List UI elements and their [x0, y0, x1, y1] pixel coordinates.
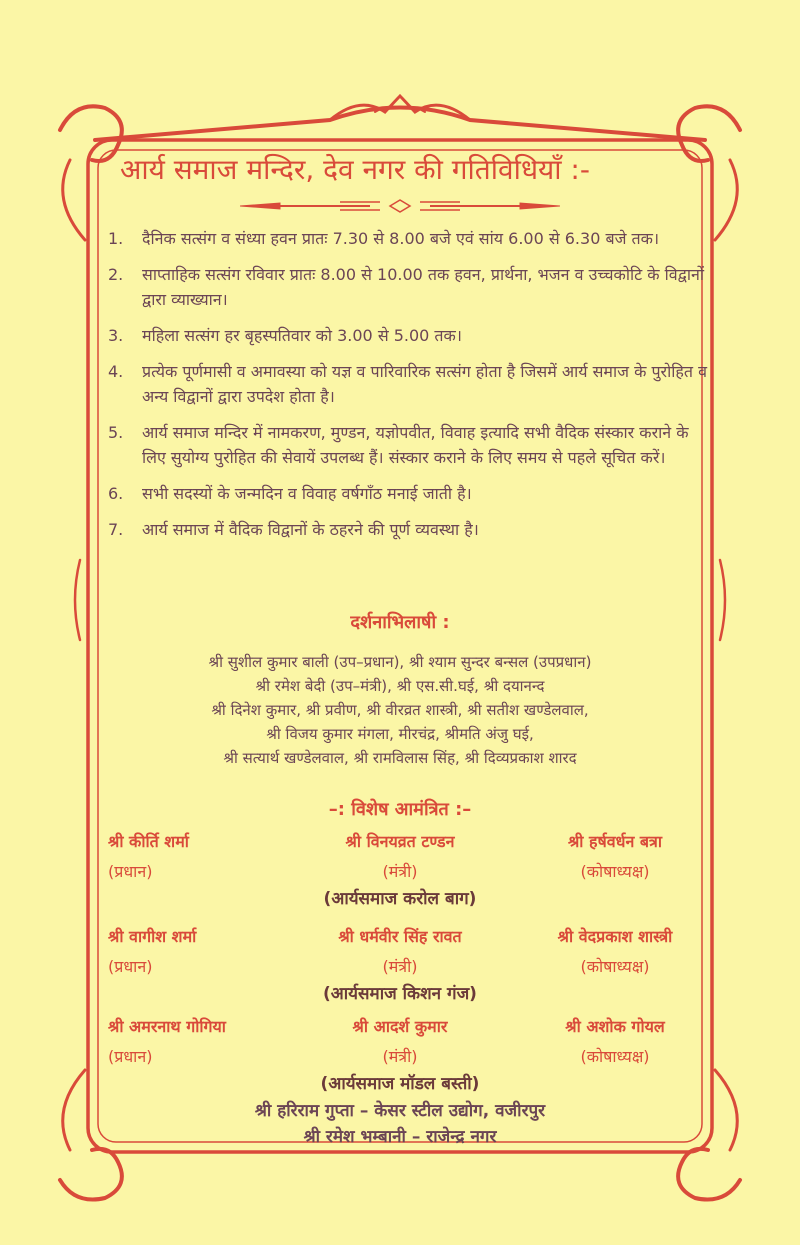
activity-list — [108, 226, 708, 553]
group-samaj-label: (आर्यसमाज मॉडल बस्ती) — [320, 1074, 480, 1094]
president-post: (प्रधान) — [108, 957, 153, 976]
minister-name: श्री विनयव्रत टण्डन — [345, 832, 455, 851]
member-line: श्री सुशील कुमार बाली (उप–प्रधान), श्री श्याम सुन्दर बन्सल (उपप्रधान) — [208, 653, 592, 671]
president-post: (प्रधान) — [108, 1047, 153, 1066]
activity-text: आर्य समाज में वैदिक विद्वानों के ठहरने की पूर्ण व्यवस्था है। — [142, 520, 479, 539]
minister-cell — [290, 830, 510, 882]
minister-cell — [290, 1015, 510, 1067]
president-name: श्री कीर्ति शर्मा — [108, 832, 189, 851]
activity-item — [108, 481, 708, 506]
footer-line: श्री रमेश भम्बानी – राजेन्द्र नगर — [303, 1127, 497, 1147]
president-cell — [108, 1015, 288, 1067]
activity-text: आर्य समाज मन्दिर में नामकरण, मुण्डन, यज्ञोपवीत, विवाह इत्यादि सभी वैदिक संस्कार कराने के लिए सुयोग्य पुरोहित की सेवायें उपलब्ध हैं। संस्कार कराने के लिए समय से पहले सूचित करें। — [142, 423, 689, 467]
minister-post: (मंत्री) — [382, 957, 418, 976]
activity-item — [108, 517, 708, 542]
president-post: (प्रधान) — [108, 862, 153, 881]
member-line: श्री विजय कुमार मंगला, मीरचंद्र, श्रीमति अंजु घई, — [266, 725, 534, 743]
president-name: श्री अमरनाथ गोगिया — [108, 1017, 226, 1036]
treasurer-name: श्री हर्षवर्धन बत्रा — [567, 832, 663, 851]
activity-item — [108, 226, 708, 251]
activity-item — [108, 359, 708, 409]
members-list — [90, 650, 710, 770]
darshanabhilashi-heading: दर्शनाभिलाषी : — [350, 612, 450, 633]
activity-number: 4. — [108, 362, 124, 381]
treasurer-cell — [520, 925, 710, 977]
activity-item — [108, 262, 708, 312]
minister-name: श्री धर्मवीर सिंह रावत — [338, 927, 462, 946]
treasurer-cell — [520, 1015, 710, 1067]
special-invitees-heading: –: विशेष आमंत्रित :– — [328, 799, 472, 820]
activity-text: सभी सदस्यों के जन्मदिन व विवाह वर्षगाँठ मनाई जाती है। — [142, 484, 472, 503]
minister-name: श्री आदर्श कुमार — [352, 1017, 448, 1036]
treasurer-post: (कोषाध्यक्ष) — [580, 1047, 650, 1066]
president-cell — [108, 830, 288, 882]
treasurer-name: श्री वेदप्रकाश शास्त्री — [557, 927, 673, 946]
activity-item — [108, 420, 708, 470]
activity-number: 6. — [108, 484, 124, 503]
activity-text: प्रत्येक पूर्णमासी व अमावस्या को यज्ञ व पारिवारिक सत्संग होता है जिसमें आर्य समाज के पुरोहित व अन्य विद्वानों द्वारा उपदेश होता है। — [142, 362, 707, 406]
minister-post: (मंत्री) — [382, 862, 418, 881]
title-divider-ornament — [240, 198, 560, 214]
activity-number: 3. — [108, 326, 124, 345]
treasurer-post: (कोषाध्यक्ष) — [580, 862, 650, 881]
group-samaj-label: (आर्यसमाज किशन गंज) — [323, 984, 477, 1004]
footer-invitees — [0, 1098, 800, 1150]
treasurer-name: श्री अशोक गोयल — [565, 1017, 665, 1036]
president-name: श्री वागीश शर्मा — [108, 927, 197, 946]
activity-text: महिला सत्संग हर बृहस्पतिवार को 3.00 से 5.00 तक। — [142, 326, 462, 345]
activity-number: 2. — [108, 265, 124, 284]
treasurer-cell — [520, 830, 710, 882]
activity-number: 7. — [108, 520, 124, 539]
treasurer-post: (कोषाध्यक्ष) — [580, 957, 650, 976]
page-title: आर्य समाज मन्दिर, देव नगर की गतिविधियाँ :- — [120, 153, 590, 186]
group-samaj-label: (आर्यसमाज करोल बाग) — [323, 889, 477, 909]
member-line: श्री सत्यार्थ खण्डेलवाल, श्री रामविलास सिंह, श्री दिव्यप्रकाश शारद — [223, 749, 577, 767]
member-line: श्री दिनेश कुमार, श्री प्रवीण, श्री वीरव्रत शास्त्री, श्री सतीश खण्डेलवाल, — [211, 701, 589, 719]
activity-number: 5. — [108, 423, 124, 442]
footer-line: श्री हरिराम गुप्ता – केसर स्टील उद्योग, वजीरपुर — [254, 1101, 546, 1121]
activity-text: साप्ताहिक सत्संग रविवार प्रातः 8.00 से 10.00 तक हवन, प्रार्थना, भजन व उच्चकोटि के विद्वानों द्वारा व्याख्यान। — [142, 265, 705, 309]
activity-text: दैनिक सत्संग व संध्या हवन प्रातः 7.30 से 8.00 बजे एवं सांय 6.00 से 6.30 बजे तक। — [142, 229, 660, 248]
member-line: श्री रमेश बेदी (उप–मंत्री), श्री एस.सी.घई, श्री दयानन्द — [255, 677, 545, 695]
activity-number: 1. — [108, 229, 124, 248]
minister-post: (मंत्री) — [382, 1047, 418, 1066]
president-cell — [108, 925, 288, 977]
activity-item — [108, 323, 708, 348]
minister-cell — [290, 925, 510, 977]
